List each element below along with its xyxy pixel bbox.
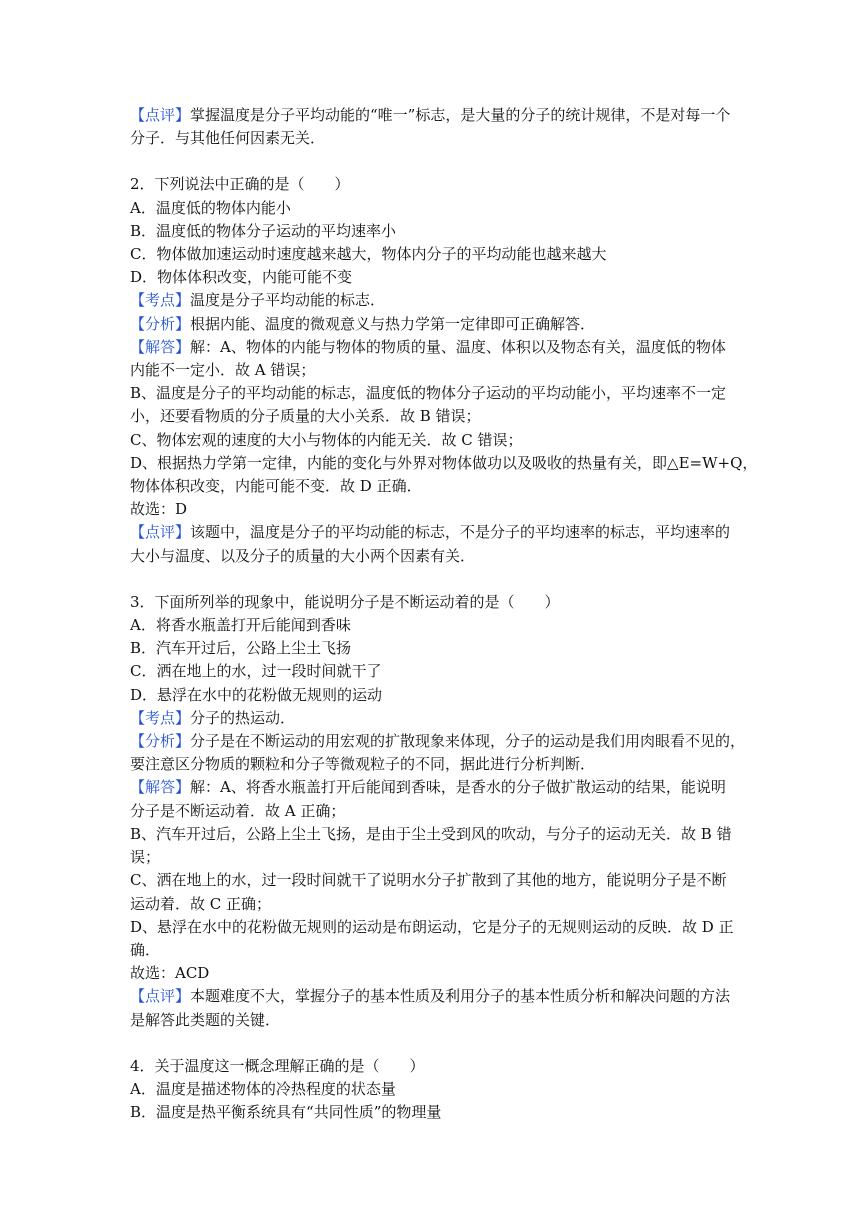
q2-jieda-line: 小，还要看物质的分子质量的大小关系．故 B 错误； (130, 407, 481, 426)
q2-jieda-line: 物体体积改变，内能可能不变．故 D 正确． (130, 477, 422, 496)
fenxi-text: 分子是在不断运动的用宏观的扩散现象来体现，分子的运动是我们用肉眼看不见的， (190, 732, 746, 751)
fenxi-text: 根据内能、温度的微观意义与热力学第一定律即可正确解答． (190, 314, 596, 333)
q3-review-line-2: 是解答此类题的关键． (130, 1010, 281, 1029)
q1-review-line-2: 分子．与其他任何因素无关． (130, 129, 326, 148)
q3-option-a: A．将香水瓶盖打开后能闻到香味 (130, 616, 351, 635)
kaodian-tag: 【考点】 (130, 708, 191, 727)
q3-fenxi-line: 要注意区分物质的颗粒和分子等微观粒子的不同，据此进行分析判断． (130, 755, 596, 774)
q2-option-d: D．物体体积改变，内能可能不变 (130, 268, 353, 287)
q2-answer: 故选：D (130, 500, 188, 519)
q2-stem: 2．下列说法中正确的是（ ） (130, 175, 350, 194)
jieda-text: 解：A、物体的内能与物体的物质的量、温度、体积以及物态有关，温度低的物体 (190, 337, 726, 356)
q3-jieda-line: D、悬浮在水中的花粉做无规则的运动是布朗运动，它是分子的无规则运动的反映．故 D 正 (130, 917, 734, 936)
q3-stem: 3．下面所列举的现象中，能说明分子是不断运动着的是（ ） (130, 592, 560, 611)
q3-jieda-line: 运动着．故 C 正确； (130, 894, 272, 913)
jieda-text: 解：A、将香水瓶盖打开后能闻到香味，是香水的分子做扩散运动的结果，能说明 (190, 778, 726, 797)
q3-review-line-1 (130, 985, 730, 1008)
page-content (130, 104, 758, 1124)
q3-option-d: D．悬浮在水中的花粉做无规则的运动 (130, 685, 383, 704)
q3-kaodian (130, 707, 730, 730)
jieda-tag: 【解答】 (130, 778, 191, 797)
fenxi-tag: 【分析】 (130, 732, 191, 751)
q2-review-line-2: 大小与温度、以及分子的质量的大小两个因素有关． (130, 546, 476, 565)
fenxi-tag: 【分析】 (130, 314, 191, 333)
review-text: 该题中，温度是分子的平均动能的标志，不是分子的平均速率的标志，平均速率的 (190, 523, 731, 542)
kaodian-tag: 【考点】 (130, 291, 191, 310)
review-tag: 【点评】 (130, 523, 191, 542)
q3-option-c: C．洒在地上的水，过一段时间就干了 (130, 662, 382, 681)
q2-fenxi (130, 313, 730, 336)
spacer (130, 150, 730, 173)
q2-jieda-first (130, 336, 730, 359)
q4-stem: 4．关于温度这一概念理解正确的是（ ） (130, 1056, 425, 1075)
q3-fenxi-first (130, 730, 746, 753)
spacer (130, 1032, 730, 1055)
q3-option-b: B．汽车开过后，公路上尘土飞扬 (130, 639, 352, 658)
q3-jieda-first (130, 776, 730, 799)
q2-option-b: B．温度低的物体分子运动的平均速率小 (130, 221, 397, 240)
q2-jieda-line: C、物体宏观的速度的大小与物体的内能无关．故 C 错误； (130, 430, 523, 449)
q2-review-line-1 (130, 521, 730, 544)
q1-review-line-1 (130, 104, 730, 127)
review-text: 本题难度不大，掌握分子的基本性质及利用分子的基本性质分析和解决问题的方法 (190, 987, 731, 1006)
q3-jieda-line: 分子是不断运动着．故 A 正确； (130, 801, 346, 820)
q2-kaodian (130, 289, 730, 312)
q2-option-a: A．温度低的物体内能小 (130, 198, 291, 217)
q2-jieda-line: B、温度是分子的平均动能的标志，温度低的物体分子运动的平均动能小，平均速率不一定 (130, 384, 727, 403)
q3-answer: 故选：ACD (130, 964, 210, 983)
q3-jieda-line: B、汽车开过后，公路上尘土飞扬，是由于尘土受到风的吹动，与分子的运动无关．故 B 错 (130, 824, 732, 843)
review-text: 掌握温度是分子平均动能的“唯一”标志，是大量的分子的统计规律，不是对每一个 (190, 106, 731, 124)
jieda-tag: 【解答】 (130, 337, 191, 356)
q4-option-b: B．温度是热平衡系统具有“共同性质”的物理量 (130, 1103, 442, 1122)
q2-option-c: C．物体做加速运动时速度越来越大，物体内分子的平均动能也越来越大 (130, 245, 607, 264)
q3-jieda-line: 误； (130, 848, 161, 867)
q2-jieda-line: D、根据热力学第一定律，内能的变化与外界对物体做功以及吸收的热量有关，即△E=W+Q， (130, 453, 758, 472)
review-tag: 【点评】 (130, 106, 191, 124)
q3-jieda-line: C、洒在地上的水，过一段时间就干了说明水分子扩散到了其他的地方，能说明分子是不断 (130, 871, 727, 890)
q3-jieda-line: 确． (130, 940, 161, 959)
kaodian-text: 温度是分子平均动能的标志． (190, 291, 386, 310)
q4-option-a: A．温度是描述物体的冷热程度的状态量 (130, 1079, 396, 1098)
spacer (130, 568, 730, 591)
q2-jieda-line: 内能不一定小．故 A 错误； (130, 361, 316, 380)
kaodian-text: 分子的热运动． (190, 708, 296, 727)
review-tag: 【点评】 (130, 987, 191, 1006)
